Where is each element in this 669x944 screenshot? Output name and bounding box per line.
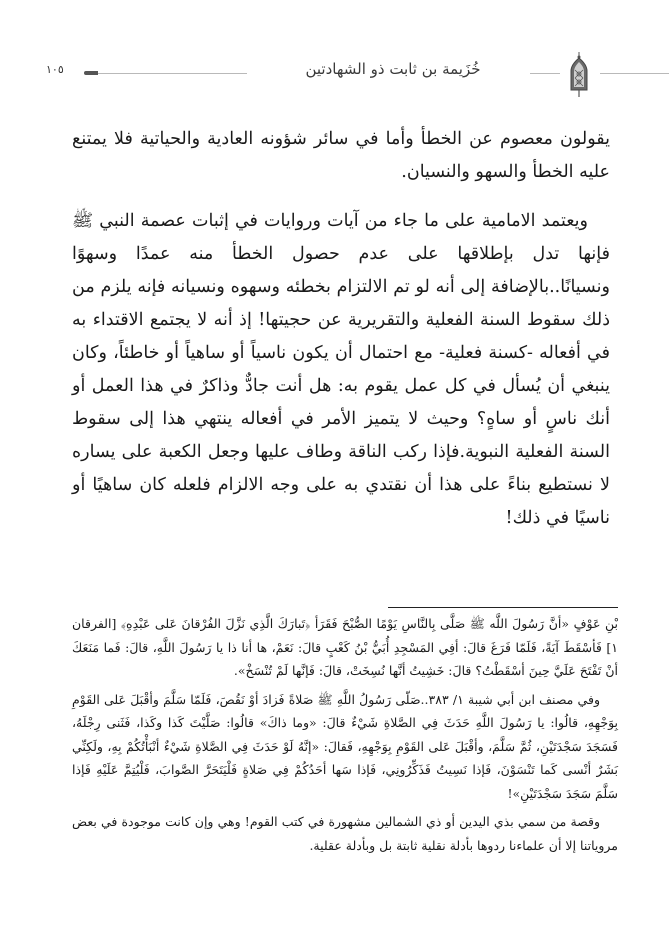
- body-paragraph: ويعتمد الامامية على ما جاء من آيات وروايات في إثبات عصمة النبي ﷺ فإنها تدل بإطلاقها على عدم حصول الخطأ منه عمدًا وسهوًا ونسيانًا..بالإضافة إلى أنه لو تم الالتزام بخطئه وسهوه ونسيانه فإنه يلزم من ذلك سقوط السنة الفعلية والتقريرية عن حجيتها! إذ أنه لا يجتمع الاقتداء به في أفعاله -كسنة فعلية- مع احتمال أن يكون ناسياً أو ساهياً أو خاطئاً، وكان ينبغي أن يُسأل في كل عمل يقوم به: هل أنت جادٌّ وذاكرٌ في هذا العمل أو أنك ناسٍ أو ساهٍ؟ وحيث لا يتميز الأمر في أفعاله ينتهي هذا إلى سقوط السنة الفعلية النبوية.فإذا ركب الناقة وطاف عليها وجعل الكعبة على يساره لا نستطيع بناءً على هذا أن نقتدي به على وجه الالزام فلعله كان ساهيًا أو ناسيًا في ذلك!: [72, 211, 610, 528]
- footnote-paragraph: وفي مصنف ابن أبي شيبة ١/ ٣٨٣..صَلّى رَسُولُ اللَّهِ ﷺ صَلاةً فَزادَ أوْ نَقُصَ، فَلَمّا سَلَّمَ وأقْبَلَ عَلى القَوْمِ بِوَجْهِهِ، قالُوا: يا رَسُولَ اللَّهِ حَدَثَ فِي الصَّلاةِ شَيْءٌ قالَ: «وما ذاكَ» قالُوا: صَلَّيْتَ كَذا وكَذا، فَثَنى رِجْلَهُ، فَسَجَدَ سَجْدَتَيْنِ، ثُمَّ سَلَّمَ، وأقْبَلَ عَلى القَوْمِ بِوَجْهِهِ، فَقالَ: «إنَّهُ لَوْ حَدَثَ فِي الصَّلاةِ شَيْءٌ أنْبَأْتُكُمْ بِهِ، ولَكِنِّي بَشَرٌ أنْسى كَما تَنْسَوْنَ، فَإذا نَسِيتُ فَذَكِّرُونِي، فَإذا سَها أحَدُكُمْ فِي صَلاةٍ فَلْيَتَحَرَّ الصَّوابَ، فَلْيُتِمَّ عَلَيْهِ فَإذا سَلَّمَ سَجَدَ سَجْدَتَيْنِ»!: [72, 691, 618, 801]
- page-number: ١٠٥: [46, 63, 64, 76]
- body-paragraph: يقولون معصوم عن الخطأ وأما في سائر شؤونه العادية والحياتية فلا يمتنع عليه الخطأ والسهو والنسيان.: [72, 129, 610, 182]
- footnote-paragraph: بْنِ عَوْفٍ «أنَّ رَسُولَ اللَّه ﷺ صَلَّى بِالنَّاسِ يَوْمًا الصُّبْحَ فَقَرَأ ﴿تَبارَكَ الَّذِي نَزَّلَ الفُرْقانَ عَلى عَبْدِهِ﴾ [الفرقان ١] فَأسْقَطَ آيَةً، فَلَمّا فَرَغَ قالَ: أفِي المَسْجِدِ أُبَيُّ بْنُ كَعْبٍ قالَ: نَعَمْ، ها أنا ذا يا رَسُولَ اللَّهِ، قالَ: فَما مَنَعَكَ أنْ تَفْتَحَ عَلَيَّ حِينَ أسْقَطْتُ؟ قالَ: خَشِيتُ أنَّها نُسِخَتْ، قالَ: فَإنَّها لَمْ تُنْسَخْ».: [72, 616, 618, 678]
- lantern-ornament-icon: [568, 52, 590, 98]
- pen-nib-icon: [84, 71, 98, 75]
- header-rule-right: [600, 73, 669, 74]
- footnotes: [72, 612, 618, 862]
- header-rule-left: [92, 73, 247, 74]
- page-header: [0, 52, 669, 92]
- header-rule-middle: [530, 73, 560, 74]
- footnote-paragraph: وقصة من سمي بذي اليدين أو ذي الشمالين مشهورة في كتب القوم! وهي وإن كانت موجودة في بعض مروياتنا إلا أن علماءنا ردوها بأدلة نقلية ثابتة بل وبأدلة عقلية.: [72, 814, 618, 853]
- running-title: خُزَيمة بن ثابت ذو الشهادتين: [305, 60, 481, 78]
- main-body-text: [72, 123, 610, 551]
- footnote-separator: [388, 607, 618, 608]
